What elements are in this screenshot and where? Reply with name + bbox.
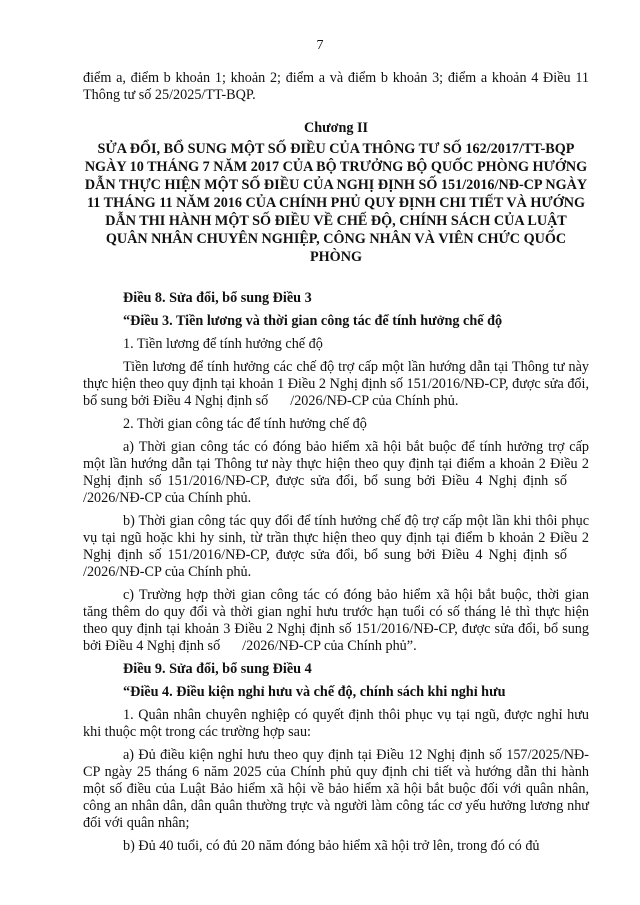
item-1-paragraph — [83, 359, 589, 410]
article-9-heading: Điều 9. Sửa đổi, bổ sung Điều 4 — [123, 661, 312, 677]
item-2c-paragraph — [83, 587, 589, 655]
chapter-title: SỬA ĐỔI, BỔ SUNG MỘT SỐ ĐIỀU CỦA THÔNG TƯ SỐ 162/2017/TT-BQP NGÀY 10 THÁNG 7 NĂM 2017 CỦA BỘ TRƯỞNG BỘ QUỐC PHÒNG HƯỚNG DẪN THỰC HIỆN MỘT SỐ ĐIỀU CỦA NGHỊ ĐỊNH SỐ 151/2016/NĐ-CP NGÀY 11 THÁNG 11 NĂM 2016 CỦA CHÍNH PHỦ QUY ĐỊNH CHI TIẾT VÀ HƯỚNG DẪN THI HÀNH MỘT SỐ ĐIỀU VỀ CHẾ ĐỘ, CHÍNH SÁCH CỦA LUẬT QUÂN NHÂN CHUYÊN NGHIỆP, CÔNG NHÂN VÀ VIÊN CHỨC QUỐC PHÒNG — [84, 141, 588, 265]
document-body — [83, 70, 589, 861]
item-2c-text: c) Trường hợp thời gian công tác có đóng bảo hiểm xã hội bắt buộc, thời gian tăng thêm do quy đổi và thời gian nghỉ hưu trước hạn tuổi có số tháng lẻ thì thực hiện theo quy định tại khoản 3 Điều 2 Nghị định số 151/2016/NĐ-CP, được sửa đổi, bổ sung bởi Điều 4 Nghị định số — [83, 587, 589, 654]
art9-item-1b-paragraph: b) Đủ 40 tuổi, có đủ 20 năm đóng bảo hiểm xã hội trở lên, trong đó có đủ — [123, 838, 540, 854]
item-2a-text: a) Thời gian công tác có đóng bảo hiểm xã hội bắt buộc để tính hưởng trợ cấp một lần hướng dẫn tại Thông tư này thực hiện theo quy định tại điểm a khoản 2 Điều 2 Nghị định số 151/2016/NĐ-CP, được sửa đổi, bổ sung bởi Điều 4 Nghị định số — [83, 439, 589, 489]
article-4-quote-heading: “Điều 4. Điều kiện nghỉ hưu và chế độ, chính sách khi nghỉ hưu — [123, 684, 506, 700]
item-2a-text-end: /2026/NĐ-CP của Chính phủ. — [83, 490, 252, 506]
item-1-title: 1. Tiền lương để tính hưởng chế độ — [123, 336, 323, 352]
article-8-heading: Điều 8. Sửa đổi, bổ sung Điều 3 — [123, 290, 312, 306]
article-3-quote-heading: “Điều 3. Tiền lương và thời gian công tác để tính hưởng chế độ — [123, 313, 503, 329]
art9-item-1a-paragraph: a) Đủ điều kiện nghỉ hưu theo quy định tại Điều 12 Nghị định số 157/2025/NĐ-CP ngày 25 tháng 6 năm 2025 của Chính phủ quy định chi tiết và hướng dẫn thi hành một số điều của Luật Bảo hiểm xã hội về bảo hiểm xã hội bắt buộc đối với quân nhân, công an nhân dân, dân quân thường trực và người làm công tác cơ yếu hưởng lương như đối với quân nhân; — [83, 747, 589, 831]
item-2-title: 2. Thời gian công tác để tính hưởng chế độ — [123, 416, 367, 432]
chapter-label: Chương II — [303, 120, 369, 136]
page-number: 7 — [316, 38, 324, 53]
item-2b-text-end: /2026/NĐ-CP của Chính phủ. — [83, 564, 252, 580]
item-2a-paragraph — [83, 439, 589, 507]
item-1-text: Tiền lương để tính hưởng các chế độ trợ cấp một lần hướng dẫn tại Thông tư này thực hiện theo quy định tại khoản 1 Điều 2 Nghị định số 151/2016/NĐ-CP, được sửa đổi, bổ sung bởi Điều 4 Nghị định số — [83, 359, 589, 409]
item-2b-text: b) Thời gian công tác quy đổi để tính hưởng chế độ trợ cấp một lần khi thôi phục vụ tại ngũ hoặc khi hy sinh, từ trần thực hiện theo quy định tại điểm b khoản 2 Điều 2 Nghị định số 151/2016/NĐ-CP, được sửa đổi, bổ sung bởi Điều 4 Nghị định số — [83, 513, 589, 563]
item-1-text-end: /2026/NĐ-CP của Chính phủ. — [290, 393, 459, 409]
item-2c-text-end: /2026/NĐ-CP của Chính phủ”. — [242, 638, 417, 654]
item-2b-paragraph — [83, 513, 589, 581]
intro-paragraph: điểm a, điểm b khoản 1; khoản 2; điểm a và điểm b khoản 3; điểm a khoản 4 Điều 11 Thông tư số 25/2025/TT-BQP. — [83, 70, 589, 103]
art9-item-1-paragraph: 1. Quân nhân chuyên nghiệp có quyết định thôi phục vụ tại ngũ, được nghỉ hưu khi thuộc một trong các trường hợp sau: — [83, 707, 589, 740]
